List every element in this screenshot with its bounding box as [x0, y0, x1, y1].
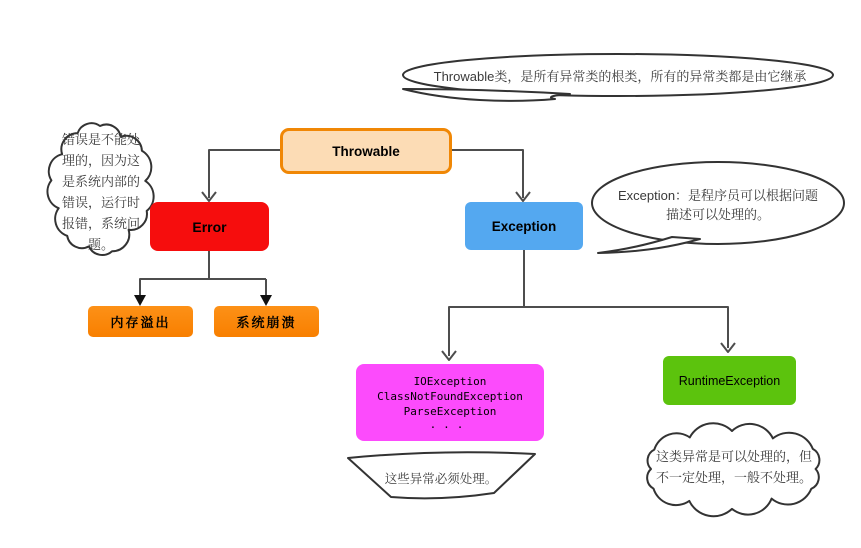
checked-exception-line: ClassNotFoundException — [377, 390, 523, 403]
callout-runtime-line: 不一定处理，一般不处理。 — [655, 470, 812, 485]
callout-runtime-note — [648, 446, 820, 488]
callout-checked-note: 这些异常必须处理。 — [384, 472, 498, 486]
callout-error-line: 错误是不能处 — [61, 132, 140, 147]
node-runtime-exception: RuntimeException — [663, 356, 796, 405]
node-checked-exceptions — [356, 364, 544, 441]
node-exception: Exception — [465, 202, 583, 250]
checked-exception-line: IOException — [413, 375, 487, 388]
connector-throwable-error — [209, 150, 280, 198]
node-throwable: Throwable — [280, 128, 452, 174]
checked-exception-line: ParseException — [403, 405, 497, 418]
callout-error-line: 题。 — [87, 237, 114, 252]
node-system-crash: 系统崩溃 — [214, 306, 319, 337]
callout-error-line: 理的，因为这 — [61, 153, 140, 168]
checked-exception-ellipsis: ... — [429, 418, 471, 431]
callout-error-line: 是系统内部的 — [61, 174, 140, 189]
callout-runtime-line: 这类异常是可以处理的，但 — [655, 449, 812, 464]
speech-tail-exception — [598, 237, 700, 253]
arrowhead-system-crash — [260, 295, 272, 306]
callout-error-note — [56, 129, 146, 255]
callout-exception-line: 描述可以处理的。 — [665, 207, 770, 222]
arrowhead-memory-overflow — [134, 295, 146, 306]
callout-throwable-note: Throwable类，是所有异常类的根类，所有的异常类都是由它继承 — [433, 69, 807, 84]
connector-error-children — [140, 251, 209, 298]
callout-error-line: 错误，运行时 — [61, 195, 140, 210]
connector-throwable-exception — [452, 150, 523, 198]
callout-error-line: 报错，系统问 — [61, 216, 140, 231]
node-error: Error — [150, 202, 269, 251]
connector-exception-children — [449, 250, 524, 356]
callout-exception-note — [603, 186, 833, 224]
node-memory-overflow: 内存溢出 — [88, 306, 193, 337]
connector-exception-runtime — [524, 307, 728, 348]
callout-exception-line: Exception：是程序员可以根据问题 — [617, 188, 819, 203]
